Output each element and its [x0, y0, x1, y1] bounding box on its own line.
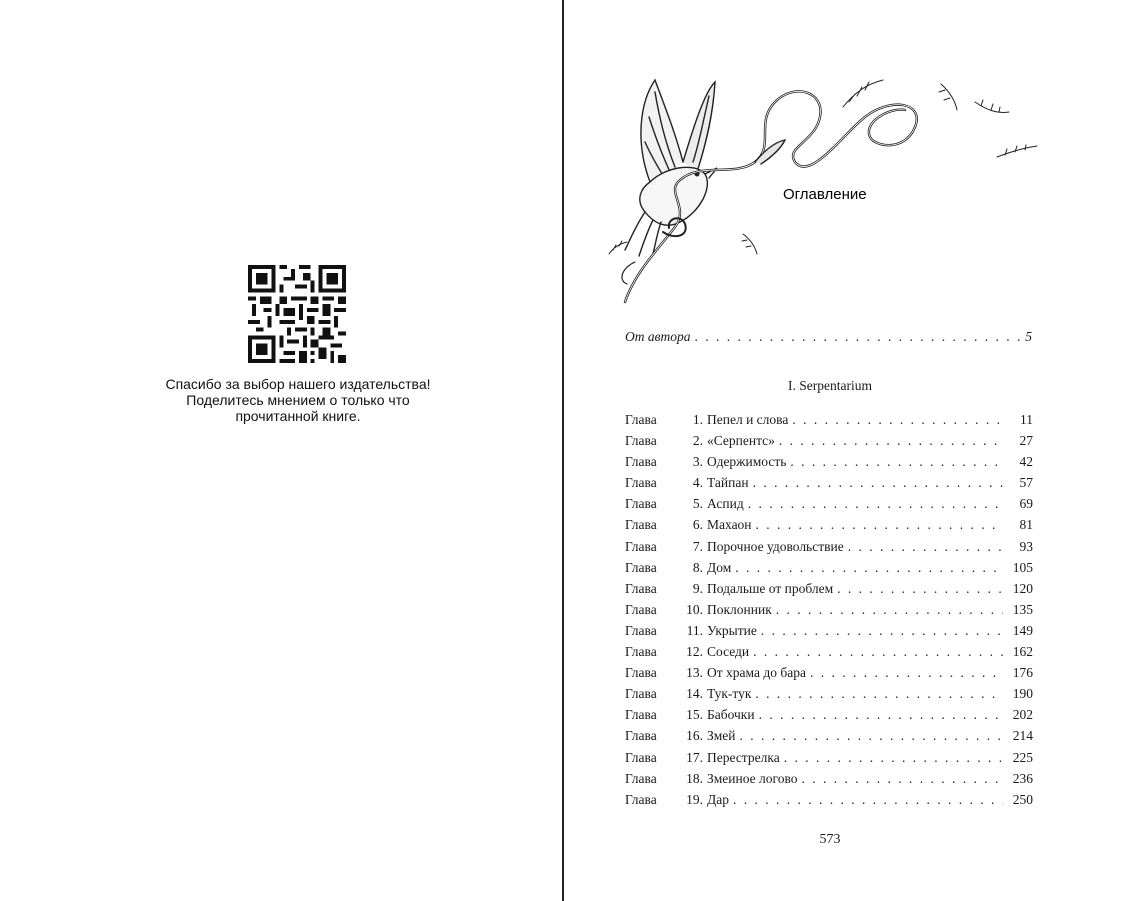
chapter-number: 19.: [686, 791, 703, 807]
chapter-page: 250: [1012, 791, 1033, 807]
chapter-title: Одержимость: [707, 454, 787, 470]
chapter-title: Перестрелка: [707, 749, 780, 765]
toc-title: Оглавление: [783, 186, 867, 203]
chapter-title: Подальше от проблем: [707, 580, 834, 596]
toc-chapter-row[interactable]: [625, 644, 1033, 665]
chapter-title: Поклонник: [707, 601, 772, 617]
chapter-title: Бабочки: [707, 707, 755, 723]
toc-chapter-row[interactable]: [625, 517, 1033, 538]
chapter-page: 27: [1019, 433, 1033, 449]
dot-leader: [802, 771, 1004, 787]
dot-leader: [756, 517, 1003, 533]
chapter-page: 93: [1019, 538, 1033, 554]
chapter-number: 7.: [692, 538, 703, 554]
chapter-title: Дар: [707, 791, 729, 807]
chapter-title: Порочное удовольствие: [707, 538, 844, 554]
chapter-title: Махаон: [707, 517, 752, 533]
book-spine: [562, 0, 564, 901]
chapter-title: Укрытие: [707, 622, 757, 638]
chapter-prefix: Глава: [625, 517, 657, 533]
chapter-title: Соседи: [707, 644, 750, 660]
chapter-prefix: Глава: [625, 475, 657, 491]
chapter-number: 15.: [686, 707, 703, 723]
toc-chapter-row[interactable]: [625, 581, 1033, 602]
thanks-line: прочитанной книге.: [235, 408, 361, 424]
chapter-prefix: Глава: [625, 559, 657, 575]
chapter-page: 214: [1012, 728, 1033, 744]
chapter-page: 202: [1012, 707, 1033, 723]
toc-chapter-row[interactable]: [625, 771, 1033, 792]
chapter-page: 162: [1012, 644, 1033, 660]
dot-leader: [753, 644, 1003, 660]
dot-leader: [694, 328, 1021, 346]
chapter-page: 176: [1012, 665, 1033, 681]
chapter-title: Аспид: [707, 496, 744, 512]
toc-chapter-row[interactable]: [625, 602, 1033, 623]
chapter-title: Тайпан: [707, 475, 749, 491]
chapter-title: Пепел и слова: [707, 412, 789, 427]
chapter-page: 225: [1012, 749, 1033, 765]
toc-chapter-row[interactable]: [625, 454, 1033, 475]
dot-leader: [779, 433, 1003, 449]
dot-leader: [776, 602, 1003, 618]
toc-chapter-row[interactable]: [625, 412, 1033, 433]
chapter-prefix: Глава: [625, 791, 657, 807]
chapter-title: Змей: [707, 728, 736, 744]
chapter-number: 17.: [686, 749, 703, 765]
chapter-page: 81: [1019, 517, 1033, 533]
toc-chapter-row[interactable]: [625, 496, 1033, 517]
toc-chapter-row[interactable]: [625, 750, 1033, 771]
chapter-number: 10.: [686, 601, 703, 617]
toc-entry-page: 5: [1025, 329, 1032, 344]
dot-leader: [753, 475, 1003, 491]
thanks-message: [140, 376, 456, 424]
dot-leader: [810, 665, 1003, 681]
chapter-prefix: Глава: [625, 538, 657, 554]
chapter-page: 11: [1020, 412, 1033, 427]
chapter-page: 236: [1012, 770, 1033, 786]
chapter-number: 6.: [692, 517, 703, 533]
chapter-page: 69: [1019, 496, 1033, 512]
chapter-number: 14.: [686, 686, 703, 702]
chapter-page: 42: [1019, 454, 1033, 470]
dot-leader: [759, 707, 1003, 723]
thanks-line: Поделитесь мнением о только что: [186, 392, 410, 408]
chapter-prefix: Глава: [625, 770, 657, 786]
toc-entry-label: От автора: [625, 329, 691, 344]
chapter-title: Тук-тук: [707, 686, 752, 702]
chapter-page: 135: [1012, 601, 1033, 617]
chapter-number: 1.: [692, 412, 703, 427]
dot-leader: [740, 728, 1003, 744]
chapter-prefix: Глава: [625, 454, 657, 470]
chapter-list: [625, 412, 1033, 813]
dot-leader: [848, 539, 1003, 555]
dot-leader: [792, 412, 1003, 428]
toc-chapter-row[interactable]: [625, 433, 1033, 454]
chapter-prefix: Глава: [625, 707, 657, 723]
chapter-prefix: Глава: [625, 622, 657, 638]
toc-chapter-row[interactable]: [625, 623, 1033, 644]
chapter-number: 18.: [686, 770, 703, 786]
dot-leader: [790, 454, 1003, 470]
dot-leader: [748, 496, 1003, 512]
chapter-number: 5.: [692, 496, 703, 512]
chapter-page: 57: [1019, 475, 1033, 491]
chapter-prefix: Глава: [625, 686, 657, 702]
toc-chapter-row[interactable]: [625, 665, 1033, 686]
chapter-prefix: Глава: [625, 496, 657, 512]
chapter-title: «Серпентс»: [707, 433, 775, 449]
toc-chapter-row[interactable]: [625, 728, 1033, 749]
part-title: I. Serpentarium: [788, 378, 872, 393]
chapter-prefix: Глава: [625, 728, 657, 744]
chapter-number: 9.: [692, 580, 703, 596]
toc-chapter-row[interactable]: [625, 475, 1033, 496]
page-number: 573: [819, 832, 841, 847]
chapter-title: От храма до бара: [707, 665, 806, 681]
chapter-number: 8.: [692, 559, 703, 575]
toc-chapter-row[interactable]: [625, 792, 1033, 813]
chapter-prefix: Глава: [625, 749, 657, 765]
qr-code-icon[interactable]: [248, 265, 346, 363]
chapter-page: 190: [1012, 686, 1033, 702]
toc-chapter-row[interactable]: [625, 539, 1033, 560]
toc-chapter-row[interactable]: [625, 560, 1033, 581]
chapter-page: 105: [1012, 559, 1033, 575]
chapter-prefix: Глава: [625, 433, 657, 449]
dot-leader: [735, 560, 1003, 576]
chapter-page: 149: [1012, 622, 1033, 638]
chapter-prefix: Глава: [625, 644, 657, 660]
dot-leader: [733, 792, 1003, 808]
right-page: [565, 0, 1125, 901]
chapter-number: 3.: [692, 454, 703, 470]
chapter-number: 2.: [692, 433, 703, 449]
chapter-prefix: Глава: [625, 665, 657, 681]
chapter-number: 13.: [686, 665, 703, 681]
dot-leader: [837, 581, 1003, 597]
chapter-number: 4.: [692, 475, 703, 491]
toc-entry-author[interactable]: [625, 328, 1032, 346]
chapter-prefix: Глава: [625, 601, 657, 617]
toc-chapter-row[interactable]: [625, 707, 1033, 728]
left-page: [0, 0, 562, 901]
chapter-prefix: Глава: [625, 412, 657, 427]
dot-leader: [755, 686, 1003, 702]
dot-leader: [784, 750, 1003, 766]
chapter-title: Дом: [707, 559, 732, 575]
chapter-prefix: Глава: [625, 580, 657, 596]
thanks-line: Спасибо за выбор нашего издательства!: [165, 376, 431, 392]
chapter-page: 120: [1012, 580, 1033, 596]
chapter-number: 11.: [686, 622, 703, 638]
dot-leader: [761, 623, 1003, 639]
chapter-number: 12.: [686, 644, 703, 660]
toc-chapter-row[interactable]: [625, 686, 1033, 707]
chapter-number: 16.: [686, 728, 703, 744]
chapter-title: Змеиное логово: [707, 770, 798, 786]
